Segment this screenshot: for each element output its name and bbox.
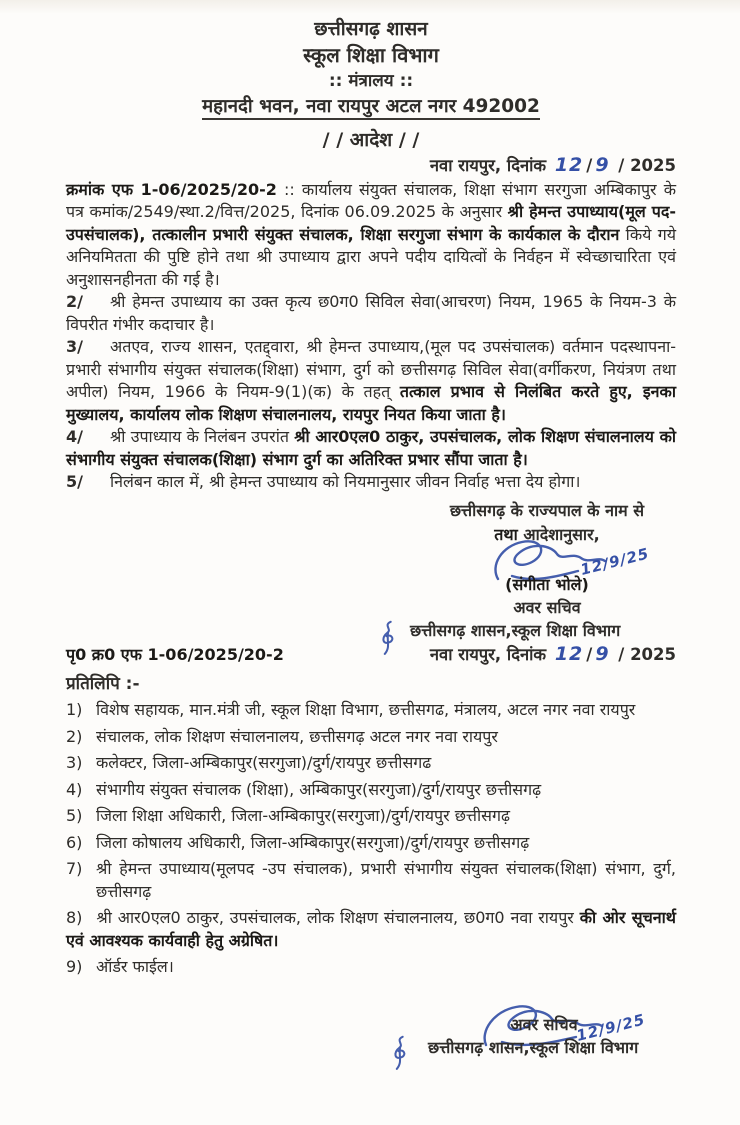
copy-item-3 [66, 752, 676, 775]
issue-date-line [66, 154, 676, 178]
copies-list [66, 699, 676, 979]
bottom-signatory-department-text: छत्तीसगढ़ शासन,स्कूल शिक्षा विभाग [428, 1037, 639, 1057]
paragraph-4-number: 4/ [66, 427, 83, 446]
memo-date-line [430, 643, 676, 667]
copy-item-9-number: 9) [66, 957, 83, 976]
memo-handwritten-month: 9 [595, 642, 610, 665]
paragraph-2-text: श्री हेमन्त उपाध्याय का उक्त कृत्य छ0ग0 सिविल सेवा(आचरण) नियम, 1965 के नियम-3 के विपरीत गंभीर कदाचार है। [66, 292, 676, 334]
memo-number: पृ0 क्र0 एफ 1-06/2025/20-2 [66, 644, 284, 664]
bottom-paraph-icon [390, 1032, 412, 1072]
paragraph-4 [66, 426, 676, 471]
bottom-signature-block [394, 1009, 694, 1060]
copy-item-8-text: श्री आर0एल0 ठाकुर, उपसंचालक, लोक शिक्षण संचालनालय, छ0ग0 नवा रायपुर [96, 908, 574, 927]
bottom-signature-date-scribble: 12/9/25 [574, 1009, 648, 1045]
paragraph-1 [66, 179, 676, 292]
paragraph-3-number: 3/ [66, 337, 83, 356]
order-title: / / आदेश / / [322, 129, 420, 151]
copy-item-4-number: 4) [66, 779, 83, 799]
paragraph-5-number: 5/ [66, 472, 83, 491]
signatory-block [404, 543, 690, 642]
copy-item-9 [66, 956, 676, 979]
paragraph-3 [66, 336, 676, 426]
paragraph-1-text-a: :: कार्यालय संयुक्त संचालक, शिक्षा संभाग सरगुजा अम्बिकापुर के पत्र कमांक/2549/स्था.2/वित्त/2025, दिनांक 06.09.2025 के अनुसार [66, 179, 676, 221]
copy-item-5 [66, 805, 676, 828]
signatory-department-text: छत्तीसगढ़ शासन,स्कूल शिक्षा विभाग [410, 620, 621, 640]
date-separator: / [586, 156, 593, 175]
bottom-signatory-department [394, 1036, 694, 1060]
copy-item-2-number: 2) [66, 726, 83, 746]
signatory-name: (संगीता भोले) [505, 574, 589, 594]
officer-name-bold: श्री हेमन्त उपाध्याय(मूल पद-उपसंचालक), तत्कालीन प्रभारी संयुक्त संचालक, शिक्षा सरगुजा संभाग के कार्यकाल के दौरान [66, 202, 676, 244]
copies-heading: प्रतिलिपि :- [66, 674, 140, 694]
copy-item-7-number: 7) [66, 859, 83, 878]
memo-handwritten-day: 12 [554, 642, 584, 665]
signatory-title: अवर सचिव [513, 597, 581, 617]
copy-item-8-number: 8) [66, 908, 83, 927]
ministry-line: :: मंत्रालय :: [328, 71, 414, 91]
charge-assignment-bold: श्री आर0एल0 ठाकुर, उपसंचालक, लोक शिक्षण संचालनालय को संभागीय संयुक्त संचालक(शिक्षा) संभाग दुर्ग का अतिरिक्त प्रभार सौंपा जाता है। [66, 427, 677, 469]
copy-item-2 [66, 726, 676, 749]
memo-date-separator: / [586, 644, 593, 664]
paragraph-5 [66, 471, 676, 494]
signoff-line1: छत्तीसगढ़ के राज्यपाल के नाम से [449, 500, 645, 520]
signoff-line2-rest: आदेशानुसार, [517, 524, 600, 544]
copy-item-5-number: 5) [66, 806, 83, 825]
date-prefix: नवा रायपुर, दिनांक [429, 156, 547, 175]
paragraph-2-number: 2/ [66, 292, 83, 311]
letterhead [66, 16, 676, 152]
paragraph-5-text: निलंबन काल में, श्री हेमन्त उपाध्याय को नियमानुसार जीवन निर्वाह भत्ता देय होगा। [109, 472, 581, 491]
signoff-line2-bold: तथा [494, 524, 518, 544]
signatory-department [404, 619, 690, 642]
copy-item-7 [66, 858, 676, 903]
ref-number: क्रमांक एफ 1-06/2025/20-2 [66, 179, 277, 199]
copy-item-3-number: 3) [66, 753, 83, 772]
copy-item-1-text: विशेष सहायक, मान.मंत्री जी, स्कूल शिक्षा विभाग, छत्तीसगढ, मंत्रालय, अटल नगर नवा रायपुर [96, 700, 636, 719]
copy-item-3-text: कलेक्टर, जिला-अम्बिकापुर(सरगुजा)/दुर्ग/रायपुर छत्तीसगढ [96, 753, 432, 772]
paragraph-4-text: श्री उपाध्याय के निलंबन उपरांत [109, 427, 295, 446]
copy-item-8 [66, 907, 676, 952]
memo-date-prefix: नवा रायपुर, दिनांक [429, 644, 547, 664]
copy-item-4-text: संभागीय संयुक्त संचालक (शिक्षा), अम्बिकापुर(सरगुजा)/दुर्ग/रायपुर छत्तीसगढ़ [96, 779, 542, 799]
government-name: छत्तीसगढ़ शासन [314, 18, 428, 40]
copy-item-4 [66, 779, 676, 802]
handwritten-day: 12 [554, 154, 584, 176]
bottom-signatory-title: अवर सचिव [510, 1014, 578, 1034]
copy-item-1-number: 1) [66, 700, 83, 719]
copy-item-9-text: ऑर्डर फाईल। [96, 957, 174, 976]
copy-item-8-text-bold: की ओर सूचनार्थ एवं आवश्यक कार्यवाही हेतु अग्रेषित। [66, 908, 676, 950]
copy-item-6-number: 6) [66, 832, 83, 852]
paragraph-2 [66, 291, 676, 336]
copy-item-6-text: जिला कोषालय अधिकारी, जिला-अम्बिकापुर(सरगुजा)/दुर्ग/रायपुर छत्तीसगढ़ [96, 832, 530, 852]
department-name: स्कूल शिक्षा विभाग [303, 43, 439, 67]
copy-item-7-text: श्री हेमन्त उपाध्याय(मूलपद -उप संचालक), प्रभारी संभागीय संयुक्त संचालक(शिक्षा) संभाग, दुर्ग, छत्तीसगढ़ [96, 859, 676, 901]
copy-item-1 [66, 699, 676, 722]
copy-item-2-text: संचालक, लोक शिक्षण संचालनालय, छत्तीसगढ़ अटल नगर नवा रायपुर [96, 726, 498, 746]
memo-date-year: / 2025 [618, 644, 676, 664]
copy-item-5-text: जिला शिक्षा अधिकारी, जिला-अम्बिकापुर(सरगुजा)/दुर्ग/रायपुर छत्तीसगढ़ [96, 806, 510, 825]
paragraph-3-text: अतएव, राज्य शासन, एतद्द्वारा, श्री हेमन्त उपाध्याय,(मूल पद उपसंचालक) वर्तमान पदस्थापना- प्रभारी संभागीय संयुक्त संचालक(शिक्षा) संभाग, दुर्ग को छत्तीसगढ़ सिविल सेवा(वर्गीकरण, नियंत्रण तथा अपील) नियम, 1966 के नियम-9(1)(क) के तहत् [66, 337, 676, 401]
memo-row [66, 643, 676, 667]
suspension-order-bold: तत्काल प्रभाव से निलंबित करते हुए, इनका मुख्यालय, कार्यालय लोक शिक्षण संचालनालय, रायपुर नियत किया जाता है। [66, 382, 676, 424]
handwritten-month: 9 [595, 154, 610, 176]
signature-date-scribble: 12/9/25 [578, 543, 652, 579]
date-year: / 2025 [618, 156, 676, 175]
copy-item-6 [66, 832, 676, 855]
paragraph-1-text-b: किये गये अनियमितता की पुष्टि होने तथा श्री उपाध्याय द्वारा अपने पदीय दायित्वों के निर्वहन में स्वेच्छाचारिता एवं अनुशासनहीनता की गई है। [66, 224, 676, 289]
address-line: महानदी भवन, नवा रायपुर अटल नगर 492002 [202, 96, 540, 120]
paraph-icon [378, 617, 400, 657]
